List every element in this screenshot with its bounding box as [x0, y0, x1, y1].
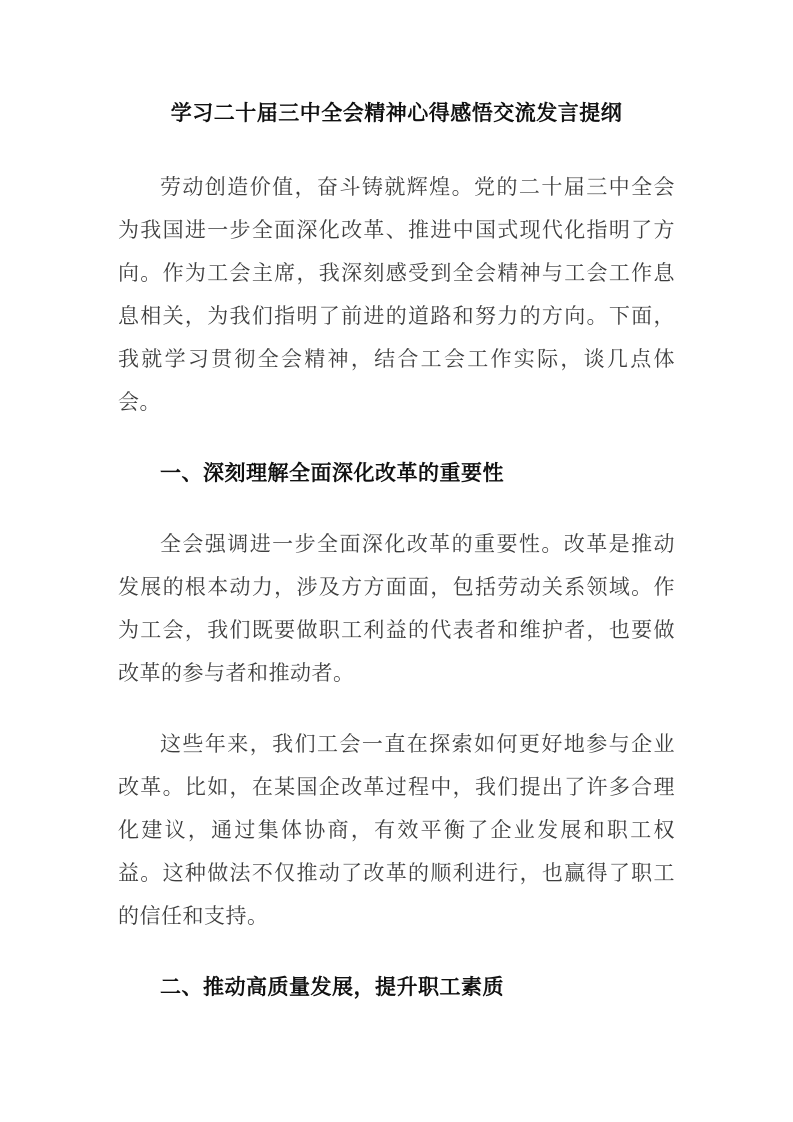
paragraph-intro: 劳动创造价值，奋斗铸就辉煌。党的二十届三中全会为我国进一步全面深化改革、推进中国式现代化指明了方向。作为工会主席，我深刻感受到全会精神与工会工作息息相关，为我们指明了前进的道路和努力的方向。下面，我就学习贯彻全会精神，结合工会工作实际，谈几点体会。: [118, 175, 675, 414]
section-heading-1: 一、深刻理解全面深化改革的重要性: [160, 461, 504, 485]
section-heading-2: 二、推动高质量发展，提升职工素质: [160, 975, 504, 999]
paragraph-section1-a: 全会强调进一步全面深化改革的重要性。改革是推动发展的根本动力，涉及方方面面，包括劳动关系领域。作为工会，我们既要做职工利益的代表者和维护者，也要做改革的参与者和推动者。: [118, 532, 675, 685]
paragraph-section1-b: 这些年来，我们工会一直在探索如何更好地参与企业改革。比如，在某国企改革过程中，我们提出了许多合理化建议，通过集体协商，有效平衡了企业发展和职工权益。这种做法不仅推动了改革的顺利进行，也赢得了职工的信任和支持。: [118, 732, 675, 928]
document-title: 学习二十届三中全会精神心得感悟交流发言提纲: [170, 101, 623, 125]
